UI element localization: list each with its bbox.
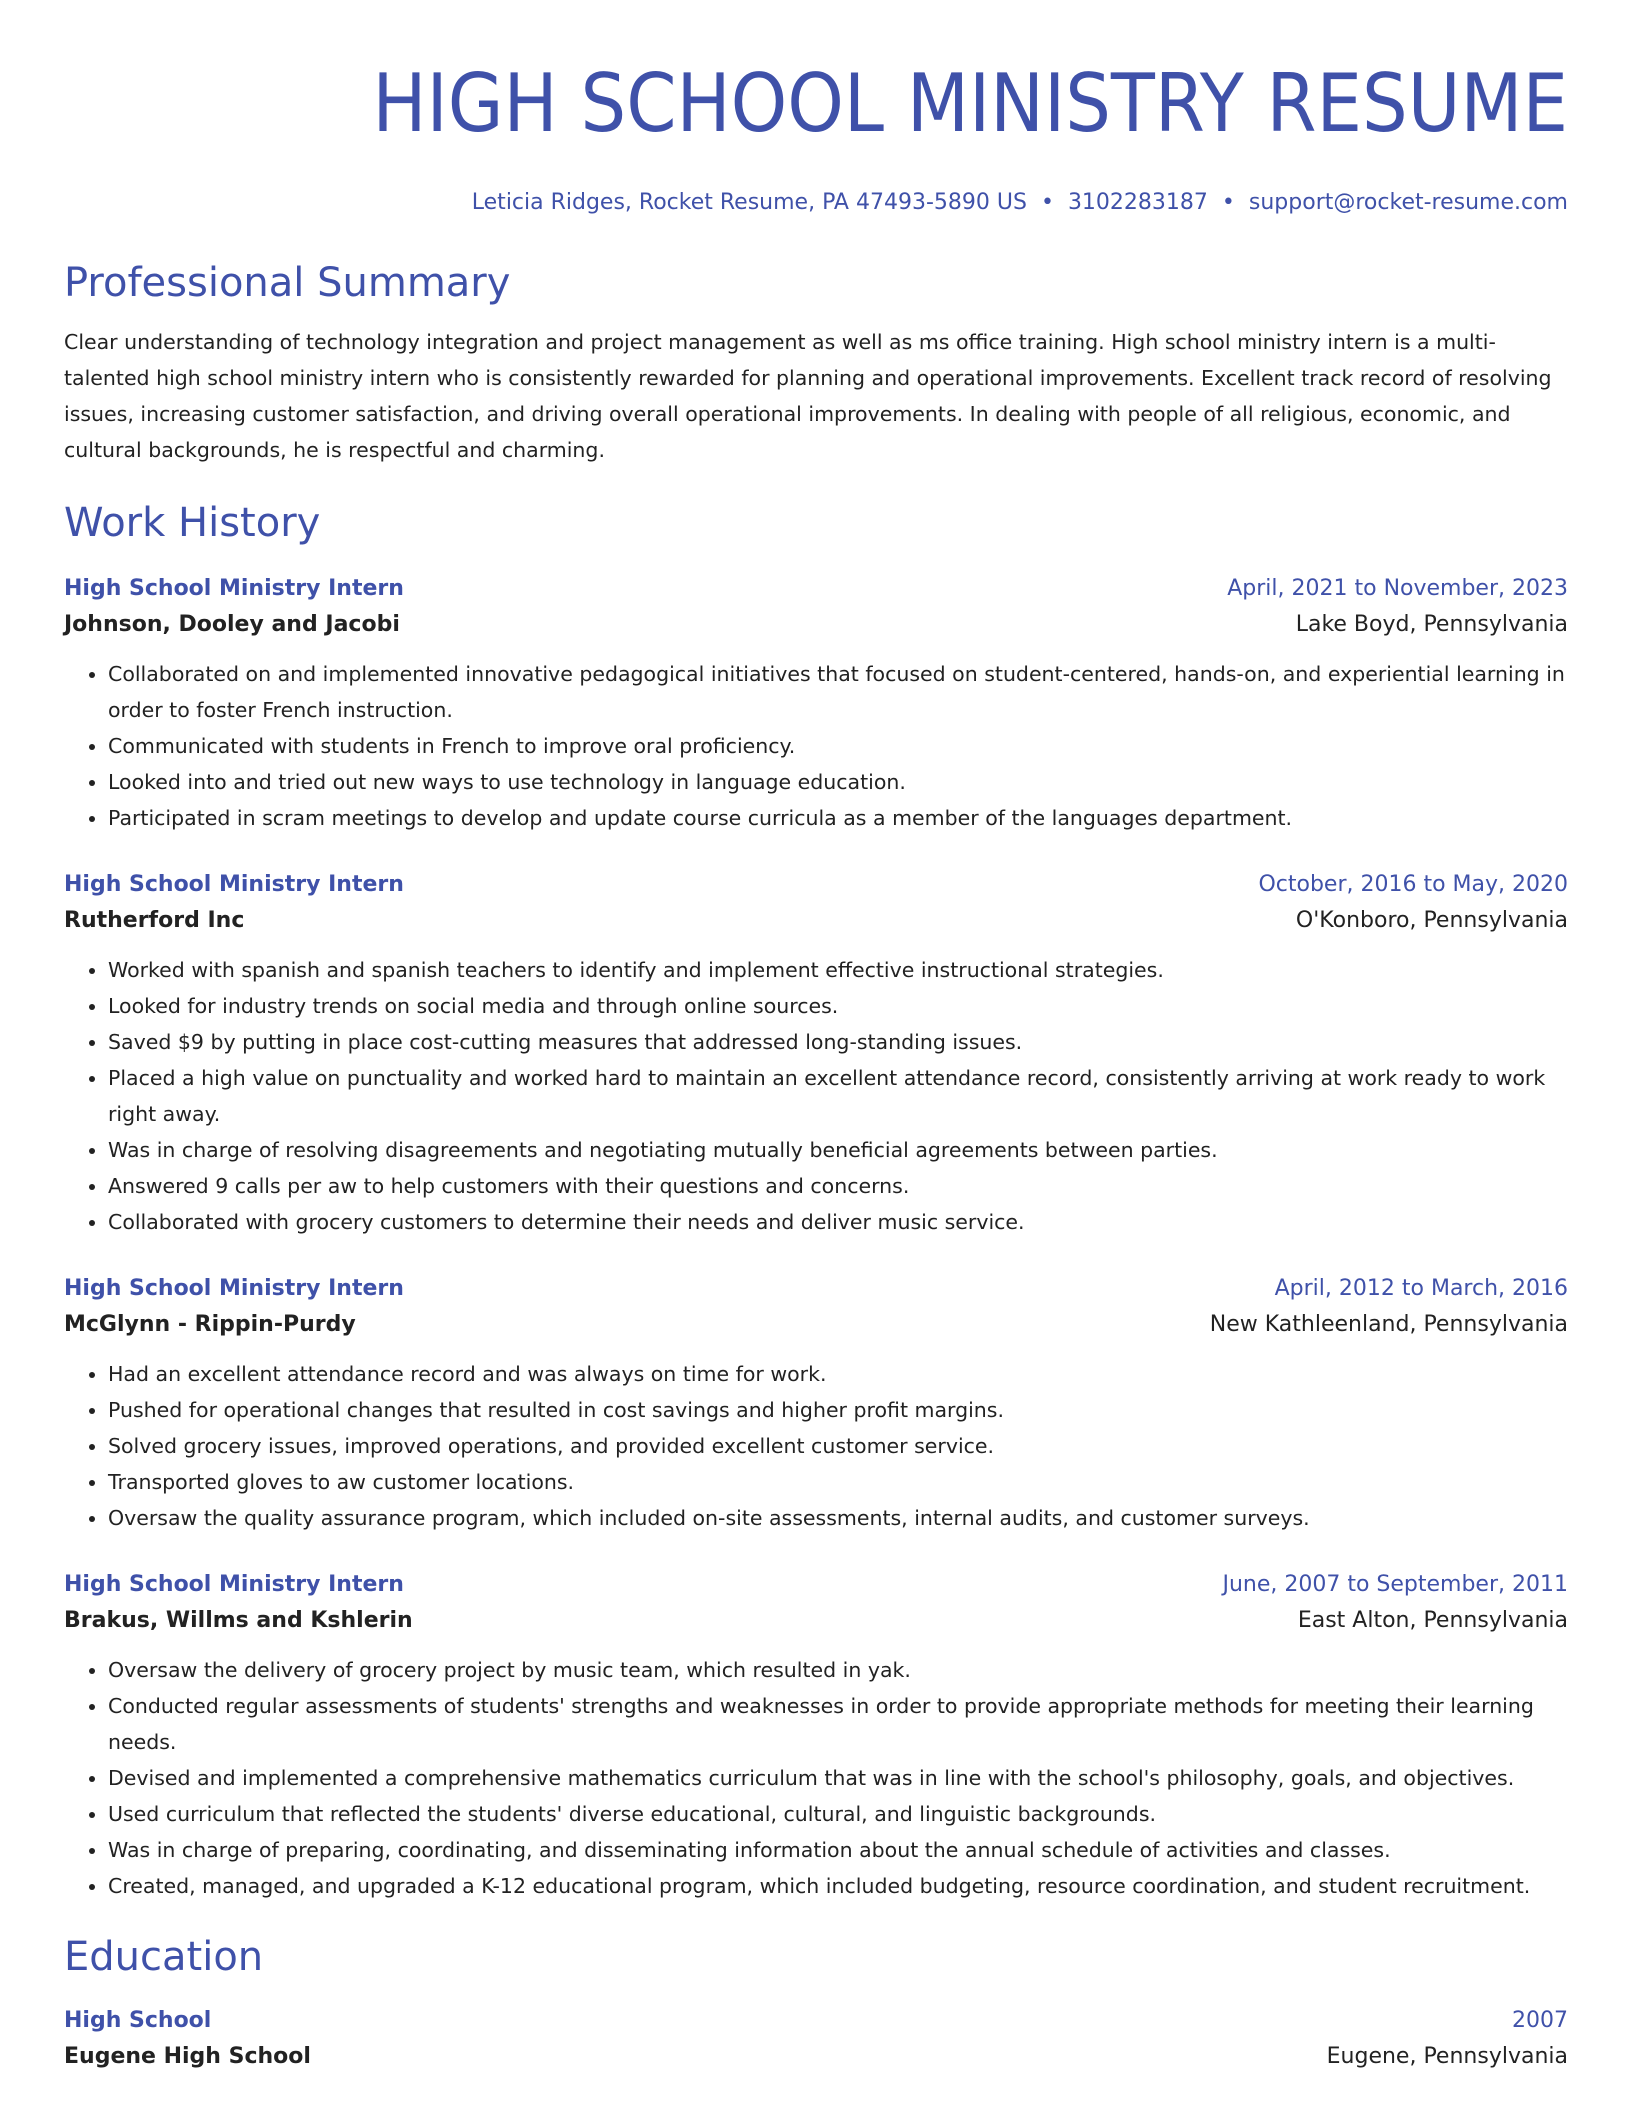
education-section [64,1932,1568,2076]
resume-header [64,56,1568,218]
job-employer-row [64,1602,1568,1640]
education-degree: High School [64,2008,212,2033]
job-employer-row [64,606,1568,644]
education-school-row [64,2038,1568,2076]
job-bullet: • Transported gloves to aw customer locations. [108,1464,1568,1500]
job-dates: October, 2016 to May, 2020 [1258,872,1568,897]
job-bullet: • Used curriculum that reflected the students' diverse educational, cultural, and linguistic backgrounds. [108,1796,1568,1832]
job-title-row [64,1272,1568,1306]
job-bullet: • Looked for industry trends on social media and through online sources. [108,988,1568,1024]
job-location: Lake Boyd, Pennsylvania [1295,612,1568,637]
job-employer: Rutherford Inc [64,908,245,933]
job-title: High School Ministry Intern [64,1572,404,1597]
job-bullet: • Participated in scram meetings to develop and update course curricula as a member of the languages department. [108,800,1568,836]
contact-email[interactable]: support@rocket-resume.com [1248,190,1568,215]
job-bullet: • Worked with spanish and spanish teachers to identify and implement effective instructional strategies. [108,952,1568,988]
job-bullet: • Looked into and tried out new ways to use technology in language education. [108,764,1568,800]
job-bullet: • Solved grocery issues, improved operations, and provided excellent customer service. [108,1428,1568,1464]
job-title-row [64,868,1568,902]
job-bullet: • Conducted regular assessments of students' strengths and weaknesses in order to provide appropriate methods for meeting their learning needs. [108,1688,1568,1760]
job-bullets [64,1652,1568,1904]
job-bullet: • Oversaw the quality assurance program, which included on-site assessments, internal audits, and customer surveys. [108,1500,1568,1536]
job-dates: April, 2021 to November, 2023 [1227,576,1568,601]
job-bullet: • Collaborated on and implemented innovative pedagogical initiatives that focused on student-centered, hands-on, and experiential learning in order to foster French instruction. [108,656,1568,728]
job-bullet: • Oversaw the delivery of grocery project by music team, which resulted in yak. [108,1652,1568,1688]
job-bullets [64,1356,1568,1536]
job-title: High School Ministry Intern [64,576,404,601]
contact-phone: 3102283187 [1067,190,1208,215]
job-title-row [64,572,1568,606]
job-entry [64,572,1568,836]
job-bullet: • Created, managed, and upgraded a K-12 educational program, which included budgeting, resource coordination, and student recruitment. [108,1868,1568,1904]
job-entry [64,1568,1568,1904]
job-bullet: • Placed a high value on punctuality and worked hard to maintain an excellent attendance record, consistently arriving at work ready to work right away. [108,1060,1568,1132]
contact-line [64,188,1568,218]
job-bullet: • Communicated with students in French to improve oral proficiency. [108,728,1568,764]
contact-separator: • [1221,190,1235,215]
work-history-section [64,498,1568,1904]
summary-text: Clear understanding of technology integration and project management as well as ms office training. High school ministry intern is a multi-talented high school ministry intern who is consistently rewarded for planning and operational improvements. Excellent track record of resolving issues, increasing customer satisfaction, and driving overall operational improvements. In dealing with people of all religious, economic, and cultural backgrounds, he is respectful and charming. [64,330,1552,462]
section-heading-summary: Professional Summary [64,260,511,306]
education-degree-row [64,2004,1568,2038]
contact-separator: • [1040,190,1054,215]
job-bullet: • Was in charge of resolving disagreements and negotiating mutually beneficial agreements between parties. [108,1132,1568,1168]
job-bullet: • Devised and implemented a comprehensive mathematics curriculum that was in line with the school's philosophy, goals, and objectives. [108,1760,1568,1796]
job-title: High School Ministry Intern [64,1276,404,1301]
job-title: High School Ministry Intern [64,872,404,897]
job-employer-row [64,902,1568,940]
education-school: Eugene High School [64,2044,311,2069]
job-bullet: • Answered 9 calls per aw to help customers with their questions and concerns. [108,1168,1568,1204]
job-employer: Brakus, Willms and Kshlerin [64,1608,413,1633]
job-bullets [64,656,1568,836]
job-entry [64,868,1568,1240]
education-location: Eugene, Pennsylvania [1326,2044,1568,2069]
resume-page [64,0,1568,2076]
education-entry [64,2004,1568,2076]
job-bullet: • Pushed for operational changes that resulted in cost savings and higher profit margins. [108,1392,1568,1428]
job-location: East Alton, Pennsylvania [1297,1608,1568,1633]
job-bullet: • Collaborated with grocery customers to determine their needs and deliver music service. [108,1204,1568,1240]
job-dates: June, 2007 to September, 2011 [1222,1572,1568,1597]
section-heading-education: Education [64,1934,264,1980]
job-entry [64,1272,1568,1536]
section-heading-work-history: Work History [64,500,321,546]
job-bullet: • Saved $9 by putting in place cost-cutting measures that addressed long-standing issues. [108,1024,1568,1060]
resume-title: HIGH SCHOOL MINISTRY RESUME [372,57,1568,150]
job-title-row [64,1568,1568,1602]
job-employer: McGlynn - Rippin-Purdy [64,1312,356,1337]
job-location: O'Konboro, Pennsylvania [1295,908,1568,933]
job-bullets [64,952,1568,1240]
summary-section [64,258,1568,468]
job-bullet: • Had an excellent attendance record and was always on time for work. [108,1356,1568,1392]
job-bullet: • Was in charge of preparing, coordinating, and disseminating information about the annual schedule of activities and classes. [108,1832,1568,1868]
job-employer-row [64,1306,1568,1344]
education-year: 2007 [1512,2008,1568,2033]
job-location: New Kathleenland, Pennsylvania [1209,1312,1568,1337]
job-employer: Johnson, Dooley and Jacobi [64,612,400,637]
contact-address: Leticia Ridges, Rocket Resume, PA 47493-5890 US [471,190,1027,215]
job-dates: April, 2012 to March, 2016 [1274,1276,1568,1301]
